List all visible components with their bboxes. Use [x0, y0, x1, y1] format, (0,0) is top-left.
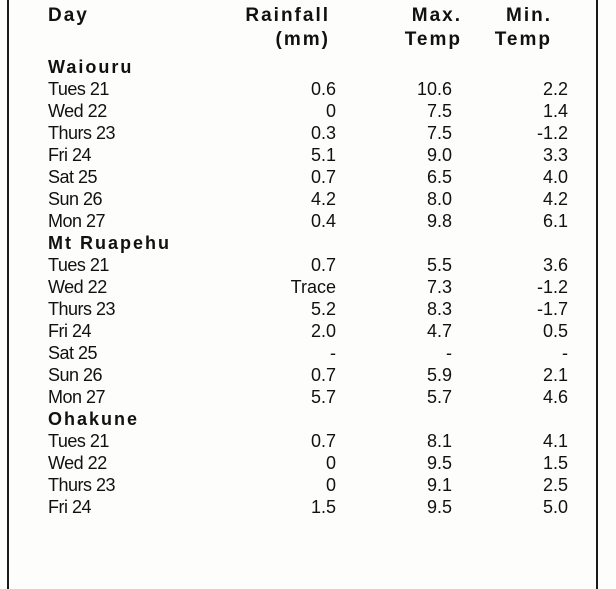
max-temp-cell: 7.5 — [426, 101, 452, 121]
max-temp-cell: 6.5 — [426, 167, 452, 187]
max-temp-cell: - — [446, 343, 452, 363]
header-max-sub: Temp — [404, 29, 462, 50]
max-temp-cell: 7.5 — [426, 123, 452, 143]
max-temp-cell: 9.0 — [426, 145, 452, 165]
min-temp-cell: 4.6 — [542, 387, 568, 407]
rainfall-cell: 5.7 — [310, 387, 336, 407]
min-temp-cell: 4.1 — [542, 431, 568, 451]
rainfall-cell: 4.2 — [310, 189, 336, 209]
header-day — [48, 4, 200, 56]
day-cell: Fri 24 — [48, 321, 92, 341]
max-temp-cell: 5.7 — [426, 387, 452, 407]
table-row — [48, 254, 568, 276]
day-cell: Thurs 23 — [48, 123, 116, 143]
day-cell: Tues 21 — [48, 255, 109, 275]
rainfall-cell: 2.0 — [310, 321, 336, 341]
day-cell: Thurs 23 — [48, 475, 116, 495]
header-rainfall — [200, 4, 346, 56]
day-cell: Fri 24 — [48, 497, 92, 517]
day-cell: Mon 27 — [48, 387, 106, 407]
right-column-rule — [596, 0, 598, 589]
section-heading: Mt Ruapehu — [48, 233, 171, 253]
max-temp-cell: 5.9 — [426, 365, 452, 385]
table-row — [48, 78, 568, 100]
max-temp-cell: 7.3 — [426, 277, 452, 297]
rainfall-cell: 0 — [325, 475, 336, 495]
min-temp-cell: -1.7 — [536, 299, 568, 319]
table-row — [48, 144, 568, 166]
max-temp-cell: 4.7 — [426, 321, 452, 341]
table-row — [48, 496, 568, 518]
rainfall-cell: Trace — [290, 277, 336, 297]
left-column-rule — [7, 0, 9, 589]
day-cell: Sun 26 — [48, 189, 103, 209]
day-cell: Sun 26 — [48, 365, 103, 385]
min-temp-cell: 0.5 — [542, 321, 568, 341]
max-temp-cell: 8.3 — [426, 299, 452, 319]
header-min-temp — [462, 4, 568, 56]
max-temp-cell: 10.6 — [416, 79, 452, 99]
rainfall-cell: 0.6 — [310, 79, 336, 99]
weather-table — [48, 4, 568, 518]
rainfall-cell: 0.7 — [310, 365, 336, 385]
rainfall-cell: 0.7 — [310, 255, 336, 275]
rainfall-cell: 0.7 — [310, 431, 336, 451]
rainfall-cell: 5.2 — [310, 299, 336, 319]
table-row — [48, 342, 568, 364]
day-cell: Fri 24 — [48, 145, 92, 165]
max-temp-cell: 9.5 — [426, 497, 452, 517]
max-temp-cell: 9.1 — [426, 475, 452, 495]
max-temp-cell: 8.0 — [426, 189, 452, 209]
rainfall-cell: 0.7 — [310, 167, 336, 187]
table-row — [48, 276, 568, 298]
min-temp-cell: 3.3 — [542, 145, 568, 165]
table-row — [48, 430, 568, 452]
day-cell: Sat 25 — [48, 167, 98, 187]
min-temp-cell: 5.0 — [542, 497, 568, 517]
min-temp-cell: 1.5 — [542, 453, 568, 473]
max-temp-cell: 9.5 — [426, 453, 452, 473]
table-row — [48, 188, 568, 210]
header-day-label: Day — [48, 5, 89, 26]
table-row — [48, 474, 568, 496]
header-max-temp — [346, 4, 462, 56]
min-temp-cell: 1.4 — [542, 101, 568, 121]
max-temp-cell: 9.8 — [426, 211, 452, 231]
min-temp-cell: 4.0 — [542, 167, 568, 187]
header-row — [48, 4, 568, 56]
header-max-label: Max. — [411, 5, 462, 26]
min-temp-cell: 2.2 — [542, 79, 568, 99]
min-temp-cell: -1.2 — [536, 123, 568, 143]
section-heading-row — [48, 56, 568, 78]
section-heading-row — [48, 408, 568, 430]
table-body — [48, 56, 568, 518]
table-row — [48, 320, 568, 342]
header-min-sub: Temp — [494, 29, 552, 50]
day-cell: Tues 21 — [48, 79, 109, 99]
day-cell: Mon 27 — [48, 211, 106, 231]
section-heading: Waiouru — [48, 57, 134, 77]
rainfall-cell: 0.3 — [310, 123, 336, 143]
header-rainfall-label: Rainfall — [245, 5, 330, 26]
table-header — [48, 4, 568, 56]
day-cell: Wed 22 — [48, 277, 107, 297]
table-row — [48, 386, 568, 408]
day-cell: Thurs 23 — [48, 299, 116, 319]
min-temp-cell: -1.2 — [536, 277, 568, 297]
table-row — [48, 122, 568, 144]
min-temp-cell: - — [562, 343, 568, 363]
min-temp-cell: 4.2 — [542, 189, 568, 209]
table-row — [48, 364, 568, 386]
section-heading-row — [48, 232, 568, 254]
max-temp-cell: 5.5 — [426, 255, 452, 275]
rainfall-cell: 5.1 — [310, 145, 336, 165]
rainfall-cell: - — [330, 343, 336, 363]
day-cell: Tues 21 — [48, 431, 109, 451]
header-min-label: Min. — [506, 5, 552, 26]
table-row — [48, 452, 568, 474]
day-cell: Sat 25 — [48, 343, 98, 363]
rainfall-cell: 1.5 — [310, 497, 336, 517]
rainfall-cell: 0 — [325, 101, 336, 121]
min-temp-cell: 2.5 — [542, 475, 568, 495]
section-heading: Ohakune — [48, 409, 140, 429]
min-temp-cell: 6.1 — [542, 211, 568, 231]
day-cell: Wed 22 — [48, 453, 107, 473]
table-row — [48, 210, 568, 232]
min-temp-cell: 3.6 — [542, 255, 568, 275]
day-cell: Wed 22 — [48, 101, 107, 121]
rainfall-cell: 0.4 — [310, 211, 336, 231]
header-rainfall-unit: (mm) — [275, 29, 330, 50]
table-row — [48, 298, 568, 320]
table-row — [48, 100, 568, 122]
rainfall-cell: 0 — [325, 453, 336, 473]
table-row — [48, 166, 568, 188]
min-temp-cell: 2.1 — [542, 365, 568, 385]
max-temp-cell: 8.1 — [426, 431, 452, 451]
